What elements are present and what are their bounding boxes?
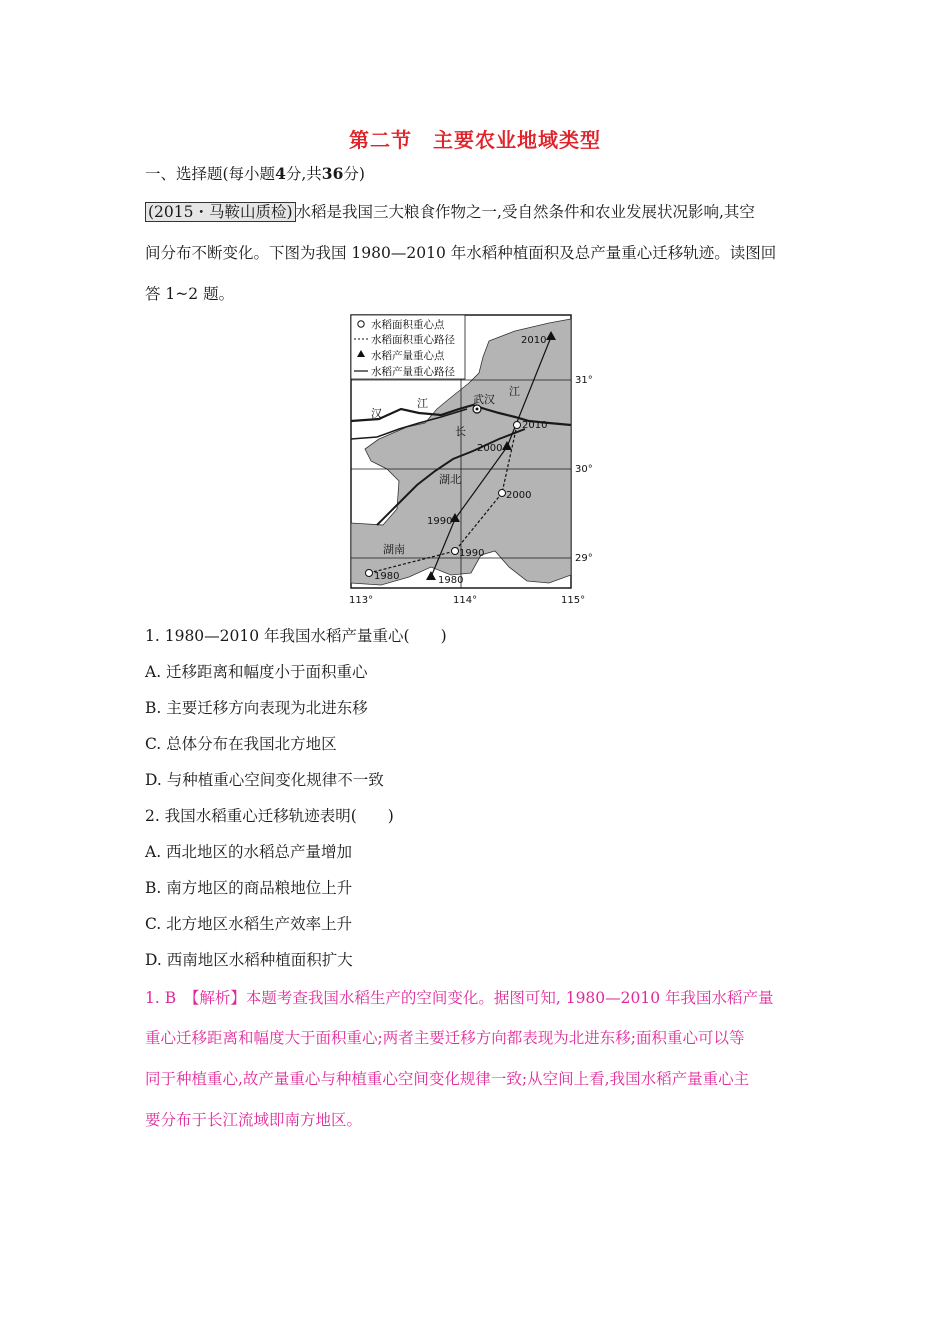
label-jiang-1: 江 — [417, 397, 428, 410]
section-heading — [145, 162, 365, 184]
q2-option-d: D. 西南地区水稻种植面积扩大 — [145, 951, 353, 969]
yield-year-1990: 1990 — [427, 516, 453, 527]
q1-option-c: C. 总体分布在我国北方地区 — [145, 735, 337, 753]
area-point-2000 — [499, 490, 506, 497]
intro-line-2: 间分布不断变化。下图为我国 1980—2010 年水稻种植面积及总产量重心迁移轨迹。读图回 — [145, 244, 777, 262]
section-total: 36 — [321, 164, 344, 183]
intro-line-1 — [145, 200, 755, 222]
section-points: 4 — [275, 164, 286, 183]
section-mid: 分,共 — [285, 165, 322, 183]
section-prefix: 一、选择题(每小题 — [145, 165, 276, 183]
lat-label-30: 30° — [575, 464, 593, 475]
answer-line-2: 重心迁移距离和幅度大于面积重心;两者主要迁移方向都表现为北进东移;面积重心可以等 — [145, 1029, 745, 1047]
q2-option-a: A. 西北地区的水稻总产量增加 — [145, 843, 353, 861]
intro-line-3: 答 1~2 题。 — [145, 285, 235, 303]
legend-area-point: 水稻面积重心点 — [371, 319, 445, 331]
label-chang: 长 — [455, 425, 466, 438]
label-jiang-2: 江 — [509, 385, 520, 398]
q2-option-b: B. 南方地区的商品粮地位上升 — [145, 879, 353, 897]
area-year-1980: 1980 — [374, 571, 400, 582]
area-point-1980 — [366, 570, 373, 577]
page-title: 第二节 主要农业地域类型 — [349, 128, 601, 152]
q1-stem: 1. 1980—2010 年我国水稻产量重心( ) — [145, 627, 447, 645]
legend-yield-point: 水稻产量重心点 — [371, 350, 445, 362]
answer-line-4: 要分布于长江流域即南方地区。 — [145, 1111, 363, 1129]
yield-year-1980: 1980 — [438, 575, 464, 586]
wuhan-marker-dot — [476, 408, 479, 411]
q2-option-c: C. 北方地区水稻生产效率上升 — [145, 915, 353, 933]
q1-option-a: A. 迁移距离和幅度小于面积重心 — [145, 663, 368, 681]
q2-stem: 2. 我国水稻重心迁移轨迹表明( ) — [145, 807, 394, 825]
q1-option-b: B. 主要迁移方向表现为北进东移 — [145, 699, 368, 717]
label-hubei: 湖北 — [439, 473, 461, 486]
lon-label-115: 115° — [561, 595, 586, 606]
area-year-1990: 1990 — [459, 548, 485, 559]
area-year-2010: 2010 — [522, 420, 548, 431]
label-wuhan: 武汉 — [473, 393, 495, 406]
legend-area-path: 水稻面积重心路径 — [371, 334, 455, 346]
lon-label-113: 113° — [349, 595, 374, 606]
area-year-2000: 2000 — [506, 490, 532, 501]
label-han: 汉 — [371, 407, 382, 420]
answer-line-1: 1. B 【解析】本题考查我国水稻生产的空间变化。据图可知, 1980—2010 年我国水稻产量 — [145, 989, 774, 1007]
intro-text-1: 水稻是我国三大粮食作物之一,受自然条件和农业发展状况影响,其空 — [295, 203, 755, 221]
lat-label-31: 31° — [575, 375, 593, 386]
section-suffix: 分) — [343, 165, 365, 183]
yield-year-2010: 2010 — [521, 335, 547, 346]
area-point-1990 — [452, 548, 459, 555]
yield-year-2000: 2000 — [477, 443, 503, 454]
lat-label-29: 29° — [575, 553, 593, 564]
label-hunan: 湖南 — [383, 543, 405, 556]
source-tag: (2015・马鞍山质检) — [145, 202, 296, 222]
legend-area-point-icon — [358, 321, 364, 327]
rice-centroid-map — [349, 313, 599, 607]
answer-line-3: 同于种植重心,故产量重心与种植重心空间变化规律一致;从空间上看,我国水稻产量重心主 — [145, 1070, 750, 1088]
q1-option-d: D. 与种植重心空间变化规律不一致 — [145, 771, 384, 789]
area-point-2010 — [514, 422, 521, 429]
legend-yield-path: 水稻产量重心路径 — [371, 366, 455, 378]
lon-label-114: 114° — [453, 595, 478, 606]
